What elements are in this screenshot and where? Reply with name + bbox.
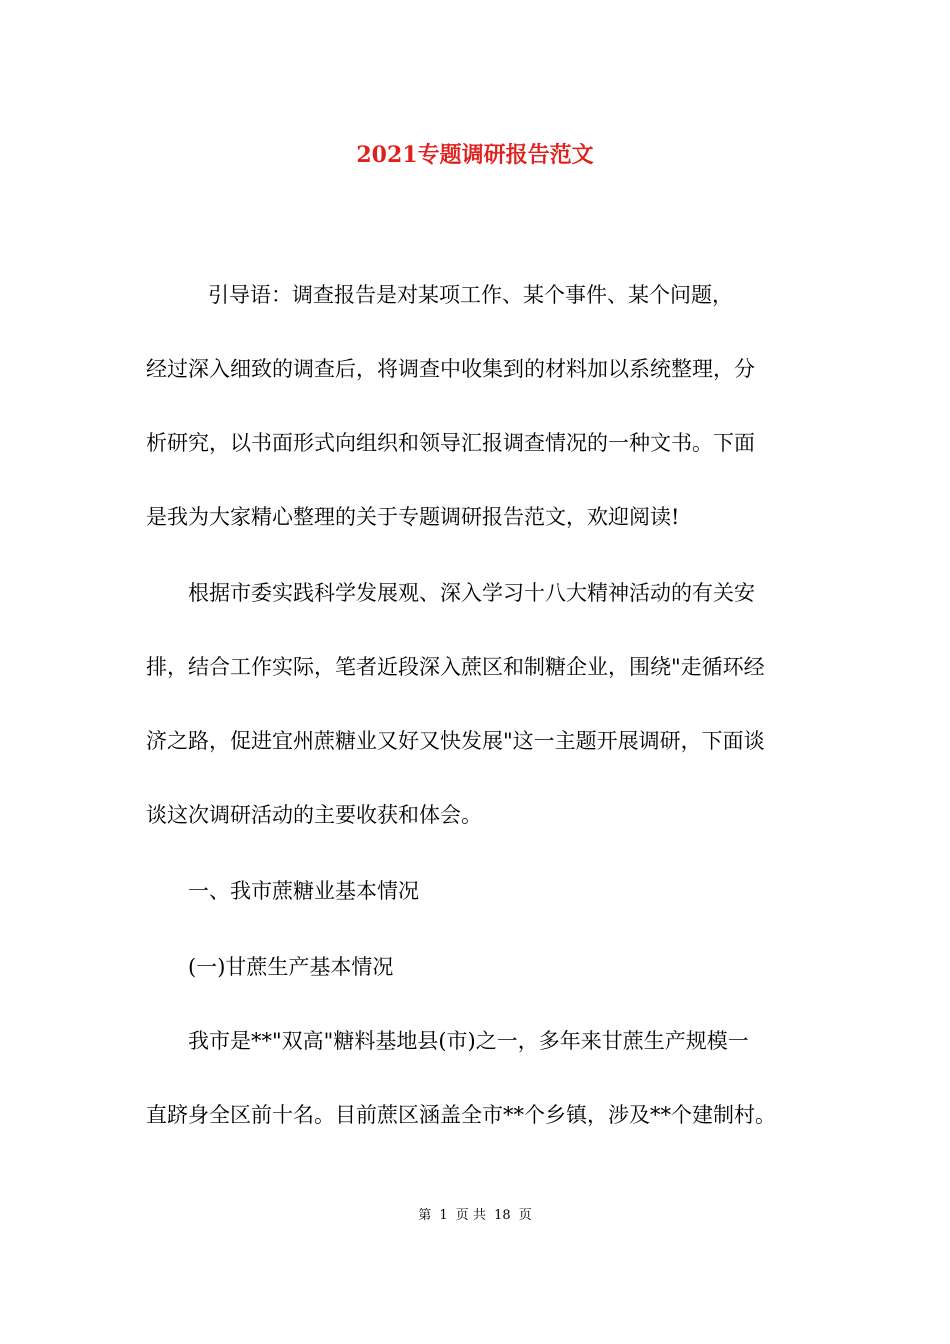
paragraph-line: 根据市委实践科学发展观、深入学习十八大精神活动的有关安 (188, 581, 755, 605)
paragraph-line: 是我为大家精心整理的关于专题调研报告范文，欢迎阅读! (146, 505, 680, 529)
paragraph-line: 引导语：调查报告是对某项工作、某个事件、某个问题， (208, 283, 733, 307)
footer-current-page: 1 (439, 1208, 448, 1223)
section-heading: 一、我市蔗糖业基本情况 (188, 879, 419, 903)
paragraph-line: 直跻身全区前十名。目前蔗区涵盖全市**个乡镇，涉及**个建制村。 (146, 1103, 776, 1127)
paragraph-line: 我市是**"双高"糖料基地县(市)之一，多年来甘蔗生产规模一 (188, 1029, 749, 1053)
footer-middle: 页 共 (455, 1208, 486, 1223)
paragraph-line: 谈这次调研活动的主要收获和体会。 (146, 803, 482, 827)
paragraph-line: 经过深入细致的调查后，将调查中收集到的材料加以系统整理，分 (146, 357, 755, 381)
footer-prefix: 第 (418, 1208, 432, 1223)
paragraph-line: 济之路，促进宜州蔗糖业又好又快发展"这一主题开展调研，下面谈 (146, 729, 765, 753)
footer-suffix: 页 (518, 1208, 532, 1223)
document-title: 2021专题调研报告范文 (356, 142, 594, 168)
subsection-heading: (一)甘蔗生产基本情况 (188, 955, 394, 979)
paragraph-line: 排，结合工作实际，笔者近段深入蔗区和制糖企业，围绕"走循环经 (146, 655, 765, 679)
paragraph-line: 析研究，以书面形式向组织和领导汇报调查情况的一种文书。下面 (146, 431, 755, 455)
page-footer (0, 1206, 950, 1226)
footer-total-pages: 18 (494, 1208, 511, 1223)
